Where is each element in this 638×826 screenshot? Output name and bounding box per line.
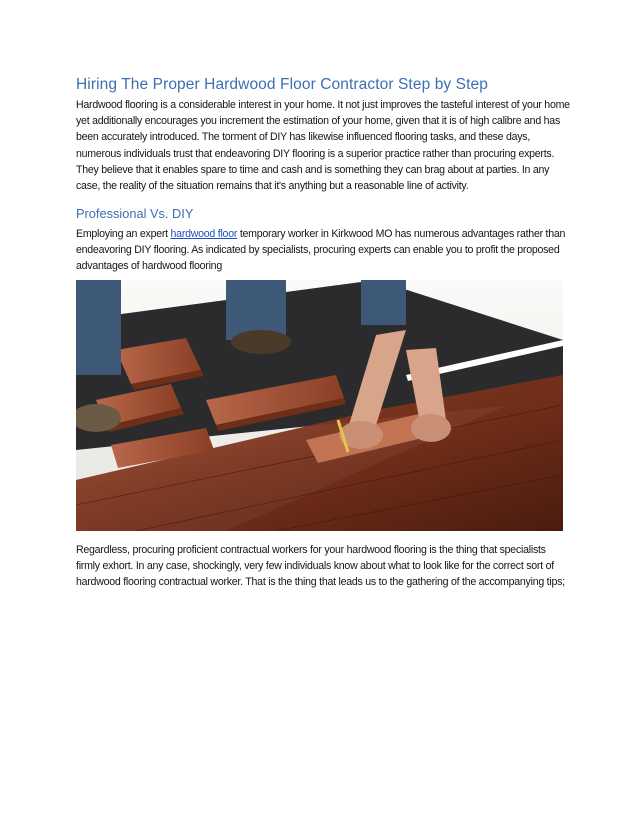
intro-paragraph: Hardwood flooring is a considerable interest in your home. It not just improves the tasteful interest of your home yet additionally encourages you increment the estimation of your home, given that it is of high calibre and has been accurately introduced. The torment of DIY has likewise influenced flooring tasks, and these days, numerous individuals trust that endeavoring DIY flooring is a superior practice rather than procuring experts. They believe that it enables spare to time and cash and is something they can brag about at parties. In any case, the reality of the situation remains that it's anything but a reasonable line of activity.	[76, 99, 570, 193]
section-text-after-link: temporary worker in Kirkwood MO has numerous advantages rather than endeavoring DIY flooring. As indicated by specialists, procuring experts can enable you to profit the proposed advantages of hardwood flooring	[76, 228, 566, 273]
article-title: Hiring The Proper Hardwood Floor Contractor Step by Step	[76, 76, 488, 93]
flooring-photo	[76, 280, 563, 531]
section-text-before-link: Employing an expert	[76, 228, 171, 240]
section-paragraph	[76, 226, 572, 275]
hardwood-floor-link[interactable]: hardwood floor	[170, 228, 238, 240]
closing-paragraph: Regardless, procuring proficient contractual workers for your hardwood flooring is the thing that specialists firmly exhort. In any case, shockingly, very few individuals know about what to look like for the correct sort of hardwood flooring contractual worker. That is the thing that leads us to the gathering of the accompanying tips;	[76, 544, 565, 589]
section-heading: Professional Vs. DIY	[76, 206, 194, 221]
